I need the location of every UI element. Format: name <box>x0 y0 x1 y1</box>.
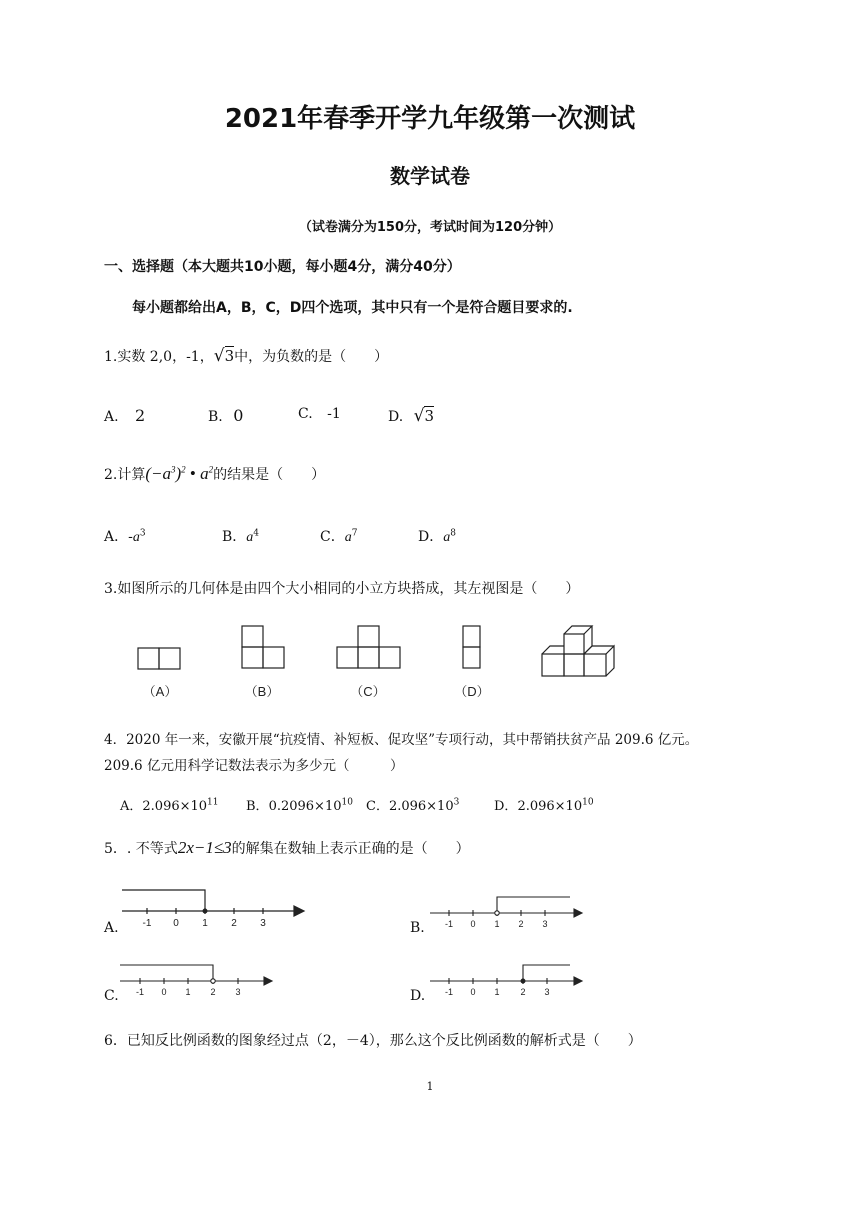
q1-option-label: B. <box>208 409 223 425</box>
q2-option-exp: 3 <box>139 528 146 539</box>
q2-option-label: B． <box>222 529 247 545</box>
tick-label: 2 <box>231 918 237 929</box>
q2-expr-outer-exp: 2 <box>181 464 186 475</box>
tick-label: -1 <box>142 918 152 929</box>
q4-option-mantissa: 2.096×10 <box>517 799 583 814</box>
q1-option-value: -1 <box>327 406 341 422</box>
q2-option-label: C． <box>320 529 345 545</box>
q2-expr-a: a <box>200 464 209 483</box>
q5-stem-part-b: 的解集在数轴上表示正确的是（ ） <box>231 841 470 857</box>
question-6-stem: 6．已知反比例函数的图象经过点（2，－4），那么这个反比例函数的解析式是（ ） <box>104 1033 642 1049</box>
q2-stem-part-a: 2.计算 <box>104 467 146 483</box>
q2-option-var: a <box>246 530 254 545</box>
q4-option-mantissa: 2.096×10 <box>388 799 454 814</box>
q4-option-exp: 11 <box>207 797 219 808</box>
tick-label: 2 <box>520 987 526 997</box>
q1-option-label: D. <box>388 409 404 425</box>
q2-option-a <box>104 526 146 546</box>
q2-stem-part-b: 的结果是（ ） <box>213 467 326 483</box>
q1-option-b <box>208 406 243 425</box>
q4-option-label: A． <box>120 799 143 814</box>
q2-expr-inner-exp: 3 <box>171 464 176 475</box>
page-number: 1 <box>426 1080 434 1093</box>
q4-option-mantissa: 0.2096×10 <box>268 799 342 814</box>
question-4-line-1: 4．2020 年一来，安徽开展“抗疫情、补短板、促攻坚”专项行动，其中帮销扶贫产品 209.6 亿元。 <box>104 732 699 748</box>
tick-label: 0 <box>173 918 179 929</box>
q3-label-c: （C） <box>350 684 386 699</box>
q5-option-d-label: D. <box>410 988 426 1004</box>
page-title: 2021年春季开学九年级第一次测试 <box>224 104 636 134</box>
q4-option-exp: 3 <box>453 797 460 808</box>
q2-expression <box>145 464 213 483</box>
q1-option-d <box>388 406 434 426</box>
q2-expr-a-exp: 2 <box>208 464 214 475</box>
q5-option-c-label: C. <box>104 988 119 1004</box>
q3-solid-figure <box>542 626 614 676</box>
q3-view-b <box>242 626 284 668</box>
tick-label: 1 <box>185 987 191 997</box>
tick-label: 1 <box>494 919 500 929</box>
q3-label-d: （D） <box>454 684 490 699</box>
exam-note: （试卷满分为150分，考试时间为120分钟） <box>298 220 562 235</box>
q5-number-line-d <box>428 958 588 1002</box>
q3-label-a: （A） <box>142 684 178 699</box>
tick-label: 0 <box>470 919 476 929</box>
q2-option-d <box>418 526 456 546</box>
question-4-line-2: 209.6 亿元用科学记数法表示为多少元（ ） <box>104 758 404 774</box>
q1-stem-part-b: 中，为负数的是（ ） <box>234 349 389 365</box>
q1-radicand: 3 <box>224 347 235 365</box>
q3-view-d <box>463 626 480 668</box>
tick-label: 2 <box>518 919 524 929</box>
q1-stem-part-a: 1.实数 2,0，-1， <box>104 349 214 365</box>
q4-option-exp: 10 <box>582 797 594 808</box>
q1-option-a <box>104 406 145 425</box>
q1-option-value: 3 <box>424 407 435 425</box>
tick-label: -1 <box>444 987 454 997</box>
q3-view-c <box>337 626 400 668</box>
page-subtitle: 数学试卷 <box>390 164 470 188</box>
tick-label: 3 <box>260 918 266 929</box>
q2-expr-base: (−a <box>145 464 171 483</box>
q1-option-label: A. <box>104 409 119 425</box>
q4-option-label: C． <box>366 799 389 814</box>
q4-option-exp: 10 <box>341 797 353 808</box>
q2-option-exp: 8 <box>450 528 456 539</box>
question-3-stem: 3.如图所示的几何体是由四个大小相同的小立方块搭成，其左视图是（ ） <box>104 581 580 597</box>
tick-label: 0 <box>470 987 476 997</box>
q4-option-d <box>494 795 594 814</box>
q4-option-label: B． <box>246 799 269 814</box>
q4-option-a <box>120 795 219 814</box>
section-heading: 一、选择题（本大题共10小题，每小题4分，满分40分） <box>104 259 461 275</box>
tick-label: 0 <box>161 987 167 997</box>
tick-label: 3 <box>235 987 241 997</box>
q2-option-exp: 4 <box>253 528 260 539</box>
q5-inequality: 2x−1≤3 <box>177 838 232 857</box>
tick-label: 2 <box>210 987 216 997</box>
section-instruction: 每小题都给出A，B，C，D四个选项，其中只有一个是符合题目要求的. <box>132 300 573 316</box>
q5-stem-part-a: 5．. 不等式 <box>104 841 178 857</box>
q3-view-a <box>138 648 180 669</box>
q4-option-label: D． <box>494 799 518 814</box>
q5-option-b-label: B. <box>410 920 425 936</box>
q2-option-exp: 7 <box>351 528 358 539</box>
sqrt-sign-icon: √ <box>213 346 225 366</box>
question-5-stem <box>104 838 470 858</box>
q2-option-label: D． <box>418 529 444 545</box>
q1-option-c <box>298 406 341 422</box>
q5-number-line-c <box>118 958 278 1002</box>
q5-number-line-b <box>428 890 588 934</box>
q1-option-label: C. <box>298 406 313 422</box>
q1-option-value: 0 <box>233 406 244 425</box>
q2-expr-dot: • <box>189 464 196 483</box>
q4-option-b <box>246 795 353 814</box>
tick-label: 3 <box>544 987 550 997</box>
q4-option-c <box>366 795 459 814</box>
q3-figures <box>130 620 630 704</box>
q2-option-c <box>320 526 357 546</box>
q2-option-label: A．- <box>104 529 133 545</box>
q5-number-line-a <box>118 880 308 932</box>
tick-label: 1 <box>202 918 208 929</box>
tick-label: 1 <box>494 987 500 997</box>
q3-label-b: （B） <box>244 684 280 699</box>
sqrt-sign-icon: √ <box>413 406 425 426</box>
q2-option-var: a <box>443 530 451 545</box>
q2-expr-close: ) <box>175 464 182 483</box>
q4-option-mantissa: 2.096×10 <box>142 799 208 814</box>
tick-label: 3 <box>542 919 548 929</box>
tick-label: -1 <box>135 987 145 997</box>
q2-option-var: a <box>344 530 352 545</box>
tick-label: -1 <box>444 919 454 929</box>
question-1-stem <box>104 346 388 366</box>
q2-option-b <box>222 526 259 546</box>
q2-option-var: a <box>132 530 140 545</box>
q5-option-a-label: A. <box>104 920 119 936</box>
question-2-stem <box>104 464 325 484</box>
q1-option-value: 2 <box>135 406 146 425</box>
